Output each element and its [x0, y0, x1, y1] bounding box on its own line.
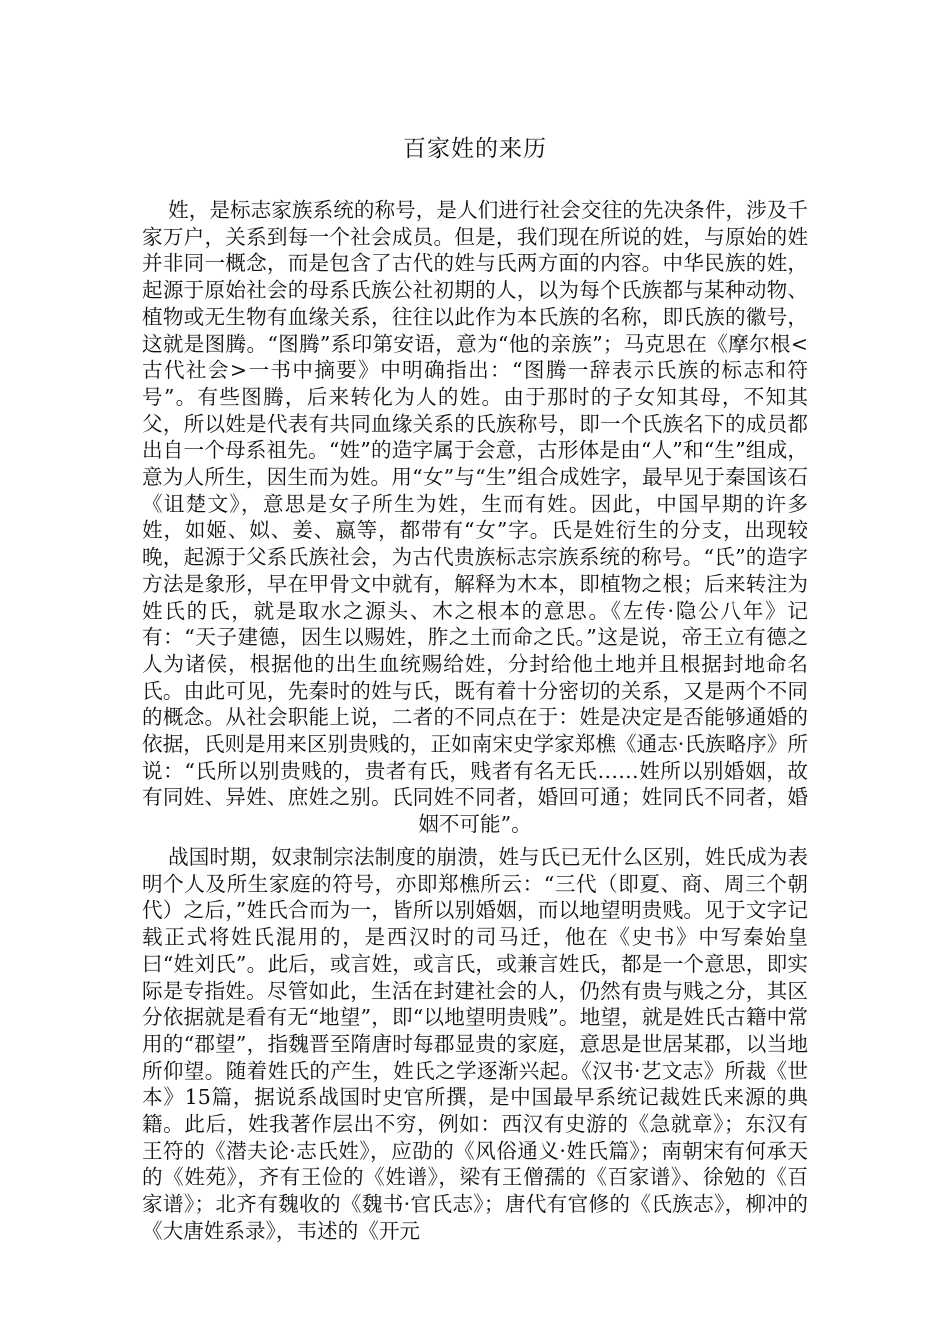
paragraph-1-text: 姓，是标志家族系统的称号，是人们进行社会交往的先决条件，涉及千家万户，关系到每一个社会成员。但是，我们现在所说的姓，与原始的姓并非同一概念，而是包含了古代的姓与氏两方面的内容。中华民族的姓，起源于原始社会的母系氏族公社初期的人，以为每个氏族都与某种动物、植物或无生物有血缘关系，往往以此作为本氏族的名称，即氏族的徽号，这就是图腾。“图腾”系印第安语，意为“他的亲族”；马克思在《摩尔根<古代社会>一书中摘要》中明确指出：“图腾一辞表示氏族的标志和符号”。有些图腾，后来转化为人的姓。由于那时的子女知其母，不知其父，所以姓是代表有共同血缘关系的氏族称号，即一个氏族名下的成员都出自一个母系祖先。“姓”的造字属于会意，古形体是由“人”和“生”组成，意为人所生，因生而为姓。用“女”与“生”组合成姓字，最早见于秦国该石《诅楚文》，意思是女子所生为姓，生而有姓。因此，中国早期的许多姓，如姬、姒、姜、嬴等，都带有“女”字。氏是姓衍生的分支，出现较晚，起源于父系氏族社会，为古代贵族标志宗族系统的称号。“氏”的造字方法是象形，早在甲骨文中就有，解释为木本，即植物之根；后来转注为姓氏的氏，就是取水之源头、木之根本的意思。《左传·隐公八年》记有：“天子建德，因生以赐姓，胙之土而命之氏。”这是说，帝王立有德之人为诸侯，根据他的出生血统赐给姓，分封给他土地并且根据封地命名氏。由此可见，先秦时的姓与氏，既有着十分密切的关系，又是两个不同的概念。从社会职能上说，二者的不同点在于：姓是决定是否能够通婚的依据，氏则是用来区别贵贱的，正如南宋史学家郑樵《通志·氏族略序》所说：“氏所以别贵贱的，贵者有氏，贱者有名无氏……姓所以别婚姻，故有同姓、异姓、庶姓之别。氏同姓不同者，婚回可通；姓同氏不同者，婚姻不可能”。: [142, 198, 808, 837]
paragraph-2-text: 战国时期，奴隶制宗法制度的崩溃，姓与氏已无什么区别，姓氏成为表明个人及所生家庭的符号，亦即郑樵所云：“三代（即夏、商、周三个朝代）之后，”姓氏合而为一，皆所以别婚姻，而以地望明贵贱。见于文字记载正式将姓氏混用的，是西汉时的司马迁，他在《史书》中写秦始皇曰“姓刘氏”。此后，或言姓，或言氏，或兼言姓氏，都是一个意思，即实际是专指姓。尽管如此，生活在封建社会的人，仍然有贵与贱之分，其区分依据就是看有无“地望”，即“以地望明贵贱”。地望，就是姓氏古籍中常用的“郡望”，指魏晋至隋唐时每郡显贵的家庭，意思是世居某郡，以当地所仰望。随着姓氏的产生，姓氏之学逐渐兴起。《汉书·艺文志》所裁《世本》15篇，据说系战国时史官所撰，是中国最早系统记裁姓氏来源的典籍。此后，姓我著作层出不穷，例如：西汉有史游的《急就章》；东汉有王符的《潜夫论·志氏姓》，应劭的《风俗通义·姓氏篇》；南朝宋有何承天的《姓苑》，齐有王俭的《姓谱》，梁有王僧孺的《百家谱》、徐勉的《百家谱》；北齐有魏收的《魏书·官氏志》；唐代有官修的《氏族志》，柳冲的《大唐姓系录》，韦述的《开元: [142, 845, 808, 1243]
paragraph-1: [142, 197, 808, 838]
document-title: 百家姓的来历: [403, 136, 547, 162]
paragraph-2: [142, 844, 808, 1245]
